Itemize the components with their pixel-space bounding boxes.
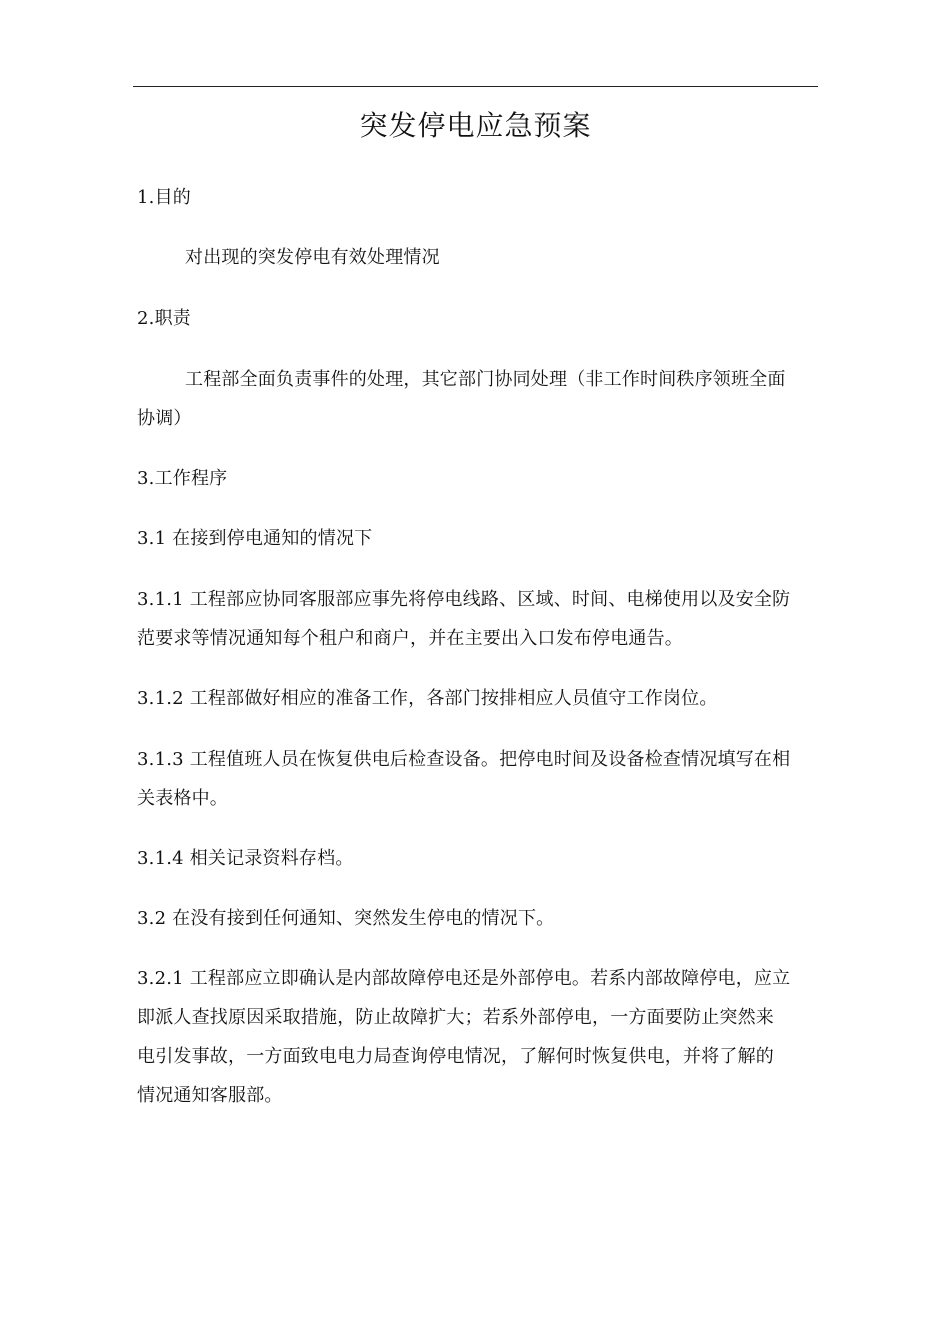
duties-text-line-1: 工程部全面负责事件的处理，其它部门协同处理（非工作时间秩序领班全面 [185,369,786,390]
clause-3-2-1-line-2: 即派人查找原因采取措施，防止故障扩大；若系外部停电，一方面要防止突然来 [137,1007,774,1028]
section-heading-purpose: 1.目的 [137,187,191,208]
clause-3-1-1-line-2: 范要求等情况通知每个租户和商户，并在主要出入口发布停电通告。 [137,628,683,649]
clause-3-2-1-line-4: 情况通知客服部。 [137,1085,283,1106]
section-heading-procedure: 3.工作程序 [137,468,228,489]
purpose-text: 对出现的突发停电有效处理情况 [185,247,440,268]
clause-3-1-2: 3.1.2 工程部做好相应的准备工作，各部门按排相应人员值守工作岗位。 [137,688,718,709]
section-heading-duties: 2.职责 [137,308,191,329]
clause-3-1-1-line-1: 3.1.1 工程部应协同客服部应事先将停电线路、区域、时间、电梯使用以及安全防 [137,589,791,610]
subsection-3-1: 3.1 在接到停电通知的情况下 [137,528,373,549]
clause-3-1-4: 3.1.4 相关记录资料存档。 [137,848,354,869]
duties-text-line-2: 协调） [137,408,192,429]
document-title: 突发停电应急预案 [359,109,592,142]
clause-3-2-1-line-3: 电引发事故，一方面致电电力局查询停电情况，了解何时恢复供电，并将了解的 [137,1046,774,1067]
clause-3-1-3-line-2: 关表格中。 [137,788,228,809]
subsection-3-2: 3.2 在没有接到任何通知、突然发生停电的情况下。 [137,908,555,929]
header-rule [133,86,818,87]
clause-3-2-1-line-1: 3.2.1 工程部应立即确认是内部故障停电还是外部停电。若系内部故障停电，应立 [137,968,791,989]
clause-3-1-3-line-1: 3.1.3 工程值班人员在恢复供电后检查设备。把停电时间及设备检查情况填写在相 [137,749,791,770]
